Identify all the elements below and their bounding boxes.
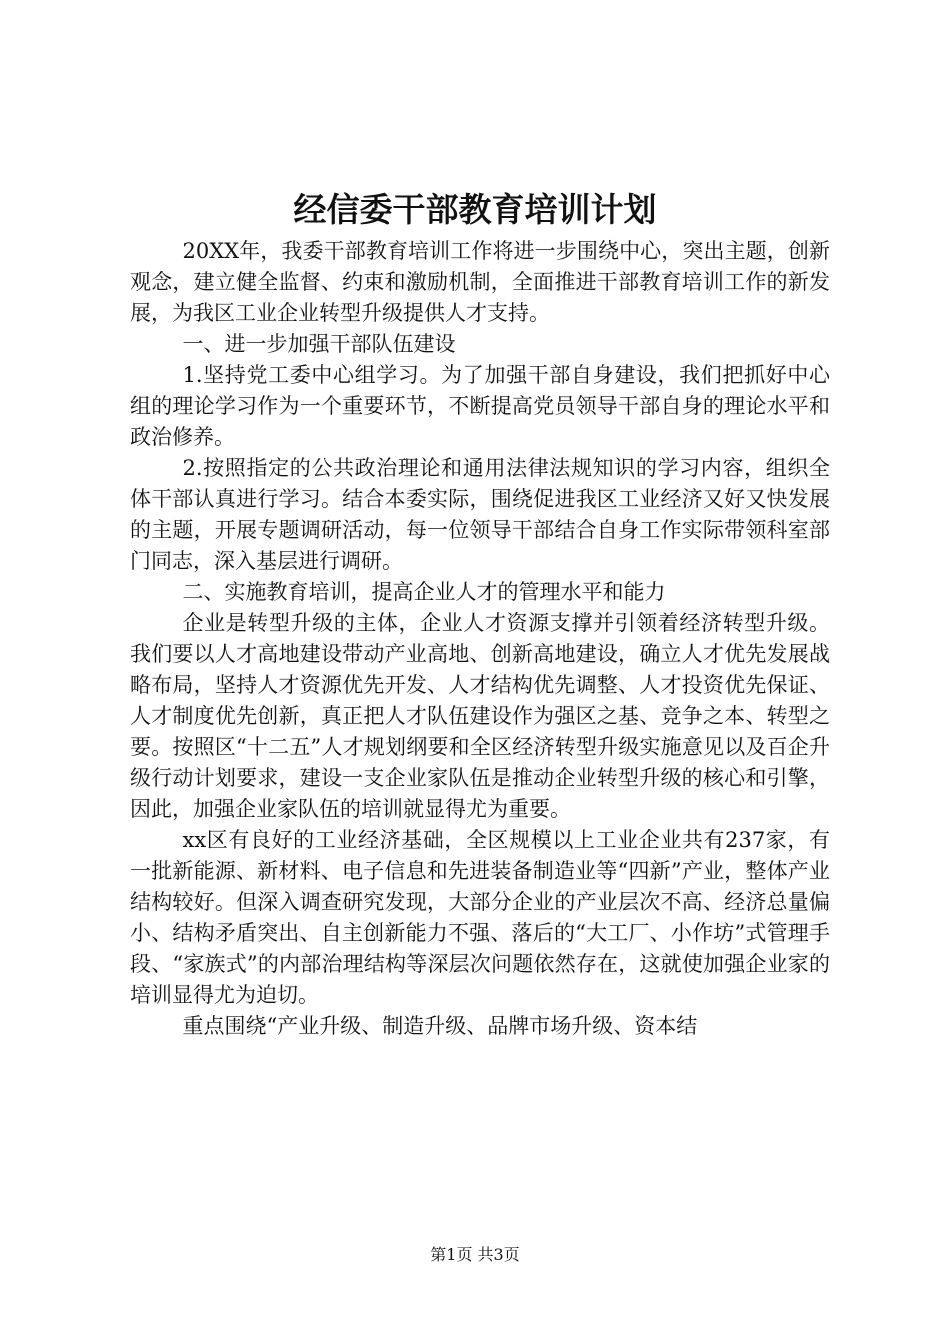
section-heading-2: 二、实施教育培训，提高企业人才的管理水平和能力: [182, 580, 666, 604]
paragraph-enterprise: 企业是转型升级的主体，企业人才资源支撑并引领着经济转型升级。我们要以人才高地建设带动产业高地、创新高地建设，确立人才优先发展战略布局，坚持人才资源优先开发、人才结构优先调整、人才投资优先保证、人才制度优先创新，真正把人才队伍建设作为强区之基、竞争之本、转型之要。按照区“十二五”人才规划纲要和全区经济转型升级实施意见以及百企升级行动计划要求，建设一支企业家队伍是推动企业转型升级的核心和引擎，因此，加强企业家队伍的培训就显得尤为重要。: [130, 611, 830, 821]
page-number-footer: 第1页 共3页: [430, 1245, 520, 1264]
paragraph-item-2: 2.按照指定的公共政治理论和通用法律法规知识的学习内容，组织全体干部认真进行学习。结合本委实际，围绕促进我区工业经济又好又快发展的主题，开展专题调研活动，每一位领导干部结合自身工作实际带领科室部门同志，深入基层进行调研。: [130, 456, 830, 573]
intro-paragraph: 20XX年，我委干部教育培训工作将进一步围绕中心，突出主题，创新观念，建立健全监督、约束和激励机制，全面推进干部教育培训工作的新发展，为我区工业企业转型升级提供人才支持。: [130, 239, 830, 325]
paragraph-focus: 重点围绕“产业升级、制造升级、品牌市场升级、资本结: [182, 1014, 698, 1038]
paragraph-district: xx区有良好的工业经济基础，全区规模以上工业企业共有237家，有一批新能源、新材料、电子信息和先进装备制造业等“四新”产业，整体产业结构较好。但深入调查研究发现，大部分企业的产业层次不高、经济总量偏小、结构矛盾突出、自主创新能力不强、落后的“大工厂、小作坊”式管理手段、“家族式”的内部治理结构等深层次问题依然存在，这就使加强企业家的培训显得尤为迫切。: [130, 828, 830, 1007]
document-body: [130, 236, 830, 1042]
document-title: 经信委干部教育培训计划: [293, 190, 657, 229]
section-heading-1: 一、进一步加强干部队伍建设: [182, 332, 456, 356]
paragraph-item-1: 1.坚持党工委中心组学习。为了加强干部自身建设，我们把抓好中心组的理论学习作为一个重要环节，不断提高党员领导干部自身的理论水平和政治修养。: [130, 363, 830, 449]
